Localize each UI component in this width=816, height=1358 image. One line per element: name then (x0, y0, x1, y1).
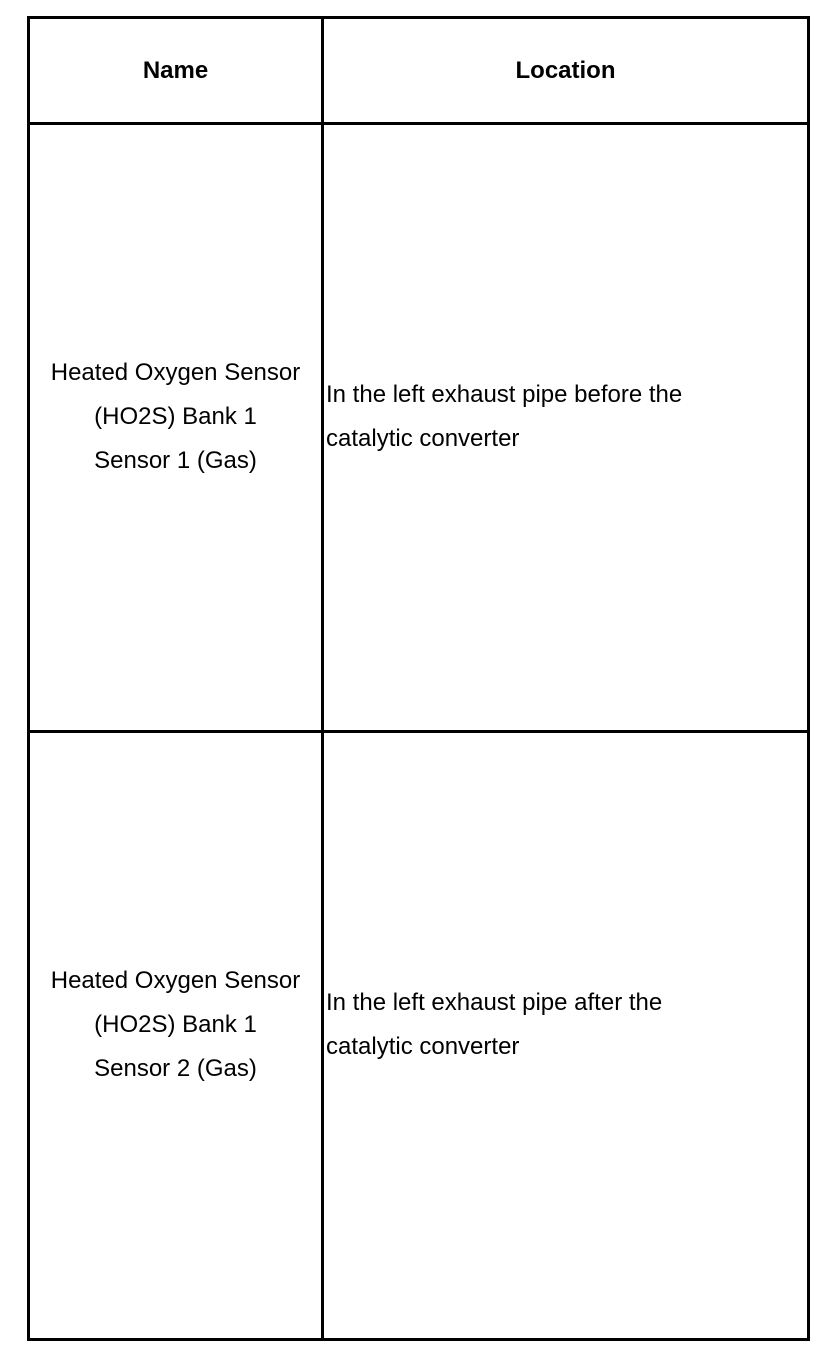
sensor-name: Heated Oxygen Sensor (HO2S) Bank 1 Sensor 1 (Gas) (50, 358, 301, 474)
name-cell (29, 124, 323, 732)
column-header-location: Location (323, 18, 809, 124)
column-header-name: Name (29, 18, 323, 124)
location-cell (323, 124, 809, 732)
sensor-location: In the left exhaust pipe after the catalytic converter (326, 988, 663, 1060)
table-row (29, 124, 809, 732)
sensor-location: In the left exhaust pipe before the catalytic converter (326, 380, 683, 452)
sensor-name: Heated Oxygen Sensor (HO2S) Bank 1 Sensor 2 (Gas) (50, 966, 301, 1082)
table-row (29, 732, 809, 1340)
name-cell (29, 732, 323, 1340)
location-cell (323, 732, 809, 1340)
table-header-row (29, 18, 809, 124)
sensor-location-table (27, 16, 810, 1341)
